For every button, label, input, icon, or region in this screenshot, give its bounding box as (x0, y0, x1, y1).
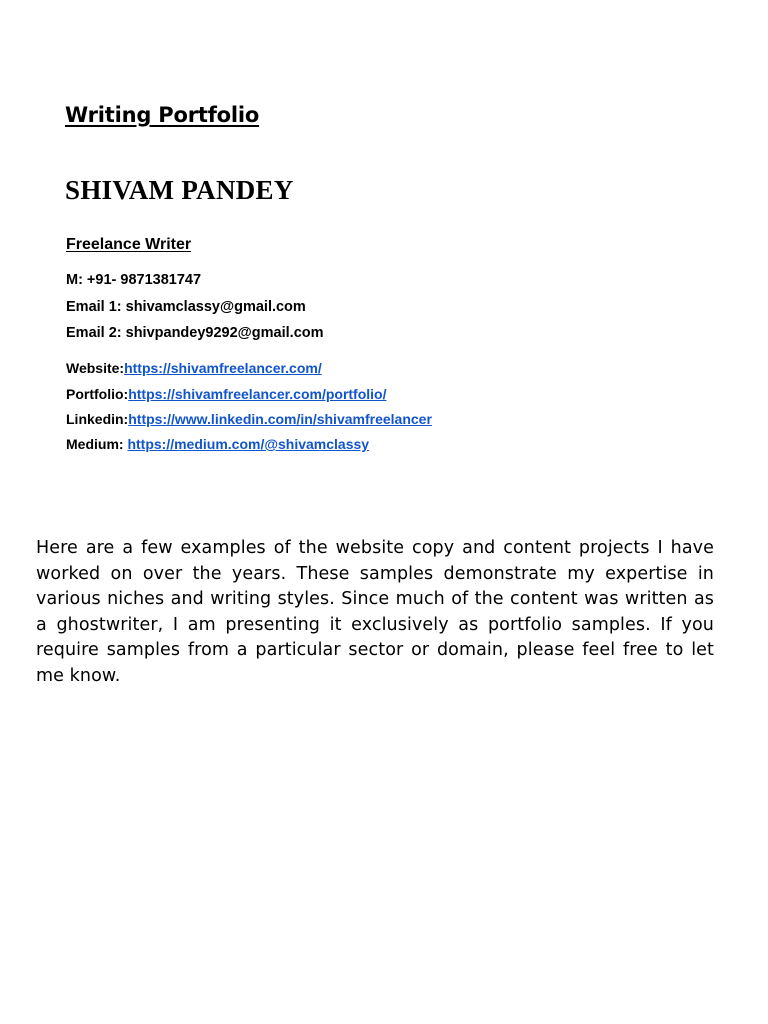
linkedin-label: Linkedin: (66, 411, 129, 427)
website-link[interactable]: https://shivamfreelancer.com/ (124, 360, 322, 376)
linkedin-link[interactable]: https://www.linkedin.com/in/shivamfreelancer (128, 411, 432, 427)
author-role: Freelance Writer (66, 236, 192, 253)
medium-link[interactable]: https://medium.com/@shivamclassy (127, 436, 370, 452)
website-link-row (66, 360, 322, 376)
linkedin-link-row (66, 411, 432, 427)
mobile-number: M: +91- 9871381747 (66, 272, 202, 288)
email-1: Email 1: shivamclassy@gmail.com (66, 299, 306, 315)
portfolio-link-row (66, 386, 387, 402)
intro-paragraph: Here are a few examples of the website copy and content projects I have worked on over the years. These samples demonstrate my expertise in various niches and writing styles. Since much of the content was written as a ghostwriter, I am presenting it exclusively as portfolio samples. If you require samples from a particular sector or domain, please feel free to let me know. (36, 538, 714, 686)
medium-label: Medium: (66, 436, 128, 452)
medium-link-row (66, 436, 369, 452)
author-name: SHIVAM PANDEY (65, 175, 294, 205)
email-2: Email 2: shivpandey9292@gmail.com (66, 325, 324, 341)
portfolio-link[interactable]: https://shivamfreelancer.com/portfolio/ (128, 386, 387, 402)
document-title: Writing Portfolio (65, 103, 260, 127)
portfolio-label: Portfolio: (66, 386, 129, 402)
website-label: Website: (66, 360, 125, 376)
